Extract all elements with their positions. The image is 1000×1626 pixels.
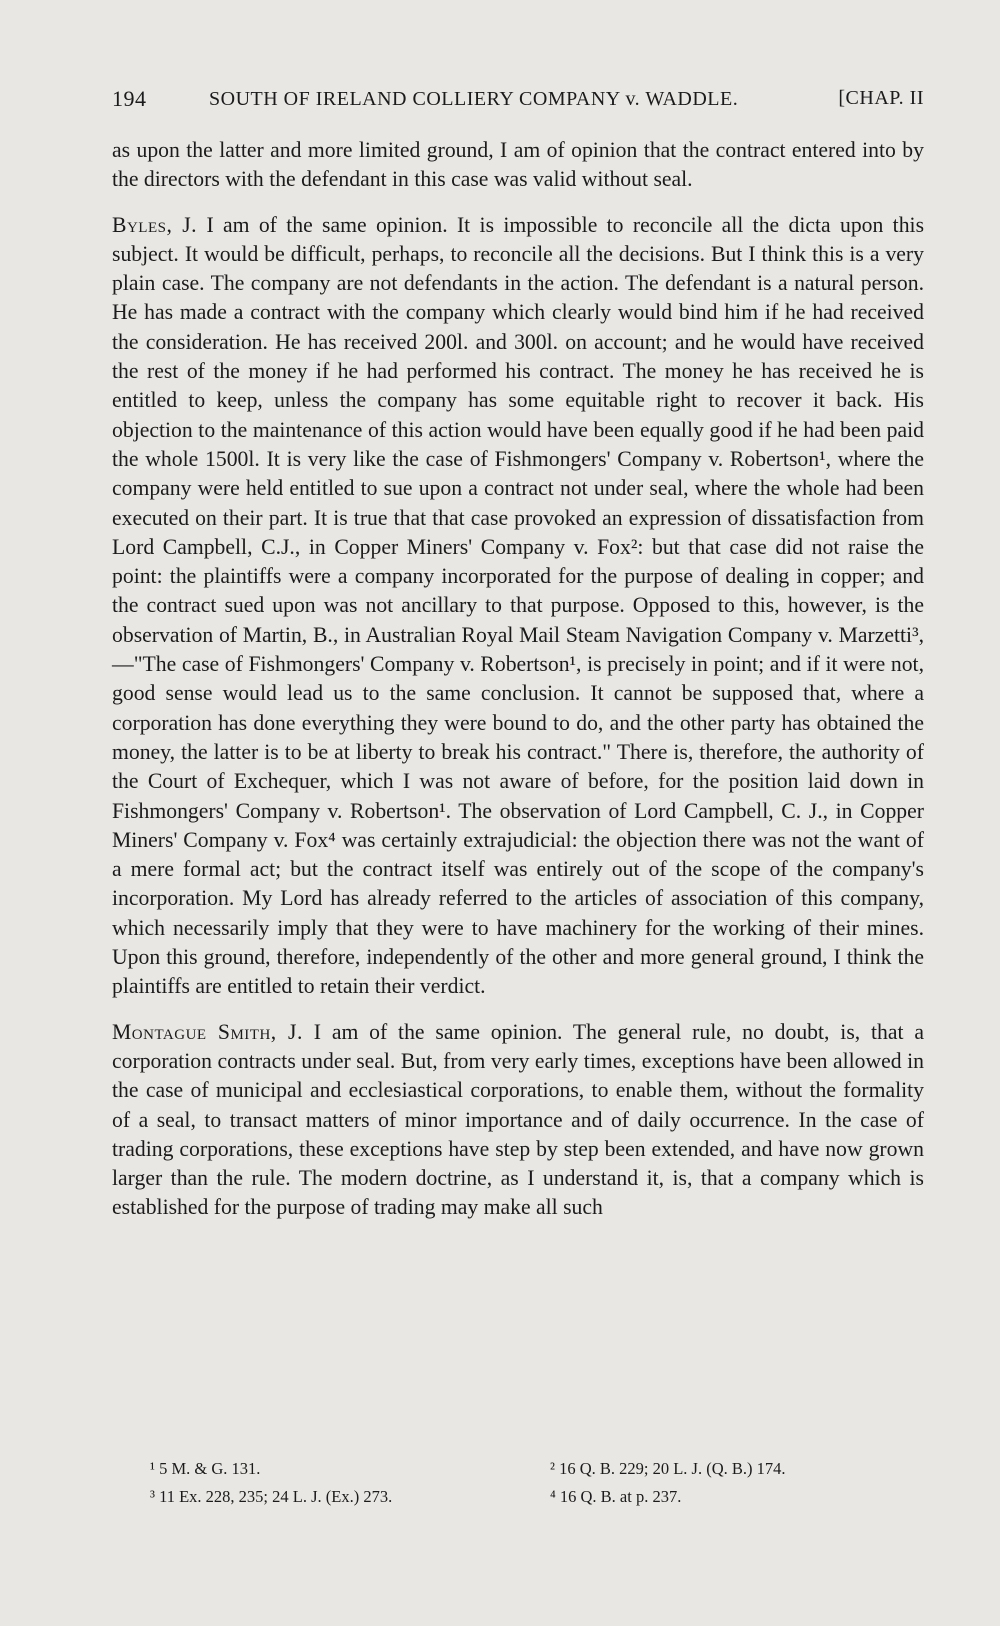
- paragraph-text: I am of the same opinion. The general rule, no doubt, is, that a corporation contracts under seal. But, from very early times, exceptions have been allowed in the case of municipal and ecclesiastical corporations, to enable them, without the formality of a seal, to transact matters of minor importance and of daily occurrence. In the case of trading corporations, these exceptions have step by step been extended, and have now grown larger than the rule. The modern doctrine, as I understand it, is, that a company which is established for the purpose of trading may make all such: [112, 1019, 924, 1220]
- footnote: ³ 11 Ex. 228, 235; 24 L. J. (Ex.) 273.: [150, 1487, 393, 1506]
- paragraph-text: as upon the latter and more limited ground, I am of opinion that the contract entered into by the directors with the defendant in this case was valid without seal.: [112, 138, 924, 192]
- paragraph: [112, 136, 924, 195]
- footnote: ² 16 Q. B. 229; 20 L. J. (Q. B.) 174.: [550, 1459, 786, 1478]
- page-number: 194: [112, 86, 147, 111]
- running-header: [112, 86, 924, 120]
- body-text: [112, 136, 924, 1223]
- chapter-label: [CHAP. II: [838, 87, 924, 109]
- paragraph: [112, 211, 924, 1002]
- footnote: ¹ 5 M. & G. 131.: [150, 1459, 261, 1478]
- running-title: SOUTH OF IRELAND COLLIERY COMPANY v. WADDLE.: [209, 88, 739, 110]
- paragraph-text: I am of the same opinion. It is impossible to reconcile all the dicta upon this subject. It would be difficult, perhaps, to reconcile all the decisions. But I think this is a very plain case. The company are not defendants in the action. The defendant is a natural person. He has made a contract with the company which clearly would bind him if he had received the consideration. He has received 200l. and 300l. on account; and he would have received the rest of the money if he had performed his contract. The money he has received he is entitled to keep, unless the company has some equitable right to recover it back. His objection to the maintenance of this action would have been equally good if he had been paid the whole 1500l. It is very like the case of Fishmongers' Company v. Robertson¹, where the company were held entitled to sue upon a contract not under seal, where the whole had been executed on their part. It is true that that case provoked an expression of dissatisfaction from Lord Campbell, C.J., in Copper Miners' Company v. Fox²: but that case did not raise the point: the plaintiffs were a company incorporated for the purpose of dealing in copper; and the contract sued upon was not ancillary to that purpose. Opposed to this, however, is the observation of Martin, B., in Australian Royal Mail Steam Navigation Company v. Marzetti³,—"The case of Fishmongers' Company v. Robertson¹, is precisely in point; and if it were not, good sense would lead us to the same conclusion. It cannot be supposed that, where a corporation has done everything they were bound to do, and the other party has obtained the money, the latter is to be at liberty to break his contract." There is, therefore, the authority of the Court of Exchequer, which I was not aware of before, for the position laid down in Fishmongers' Company v. Robertson¹. The observation of Lord Campbell, C. J., in Copper Miners' Company v. Fox⁴ was certainly extrajudicial: the objection there was not the want of a mere formal act; but the contract itself was entirely out of the scope of the company's incorporation. My Lord has already referred to the articles of association of this company, which necessarily imply that they were to have machinery for the working of their mines. Upon this ground, therefore, independently of the other and more general ground, I think the plaintiffs are entitled to retain their verdict.: [112, 212, 925, 999]
- footnotes: [150, 1455, 930, 1511]
- footnote: ⁴ 16 Q. B. at p. 237.: [550, 1487, 682, 1506]
- paragraph: [112, 1018, 924, 1223]
- footnote-row: [150, 1455, 930, 1483]
- judge-name: Byles, J.: [112, 212, 198, 237]
- judge-name: Montague Smith, J.: [112, 1019, 303, 1044]
- footnote-row: [150, 1483, 930, 1511]
